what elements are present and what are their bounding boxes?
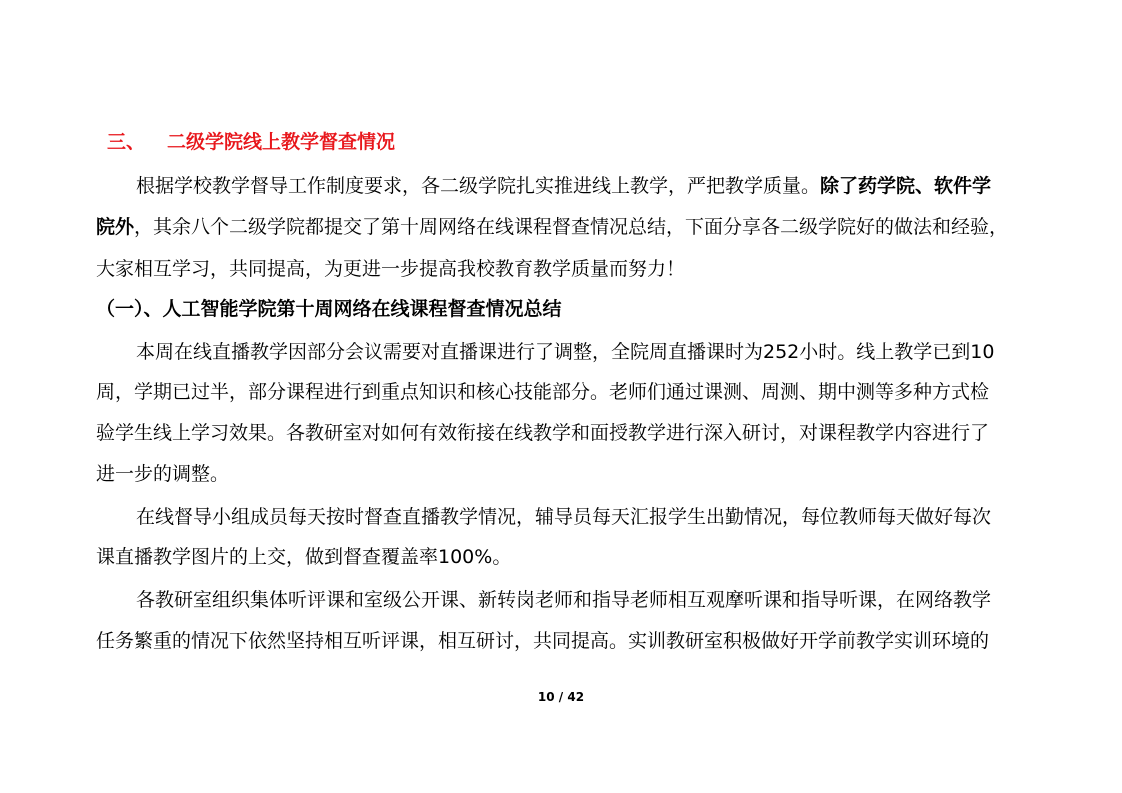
intro-line-2 bbox=[96, 214, 1008, 240]
intro-bold-text: 除了药学院、软件学 bbox=[820, 175, 992, 197]
paragraph-3-line-2 bbox=[96, 628, 989, 654]
paragraph-1-line-1 bbox=[136, 339, 994, 365]
paragraph-1-line-3 bbox=[96, 420, 989, 446]
paragraph-2-line-2 bbox=[96, 544, 511, 570]
paragraph-text: 进一步的调整。 bbox=[96, 463, 230, 485]
paragraph-text: 在线督导小组成员每天按时督查直播教学情况，辅导员每天汇报学生出勤情况，每位教师每天做好每次 bbox=[136, 506, 992, 528]
intro-text: ，其余八个二级学院都提交了第十周网络在线课程督查情况总结，下面分享各二级学院好的做法和经验， bbox=[134, 216, 1009, 238]
intro-bold-text: 院外 bbox=[96, 216, 135, 238]
subsection-title: （一）、人工智能学院第十周网络在线课程督查情况总结 bbox=[96, 298, 562, 320]
paragraph-2-line-1 bbox=[136, 504, 991, 530]
intro-line-1 bbox=[136, 173, 991, 199]
paragraph-text: 本周在线直播教学因部分会议需要对直播课进行了调整，全院周直播课时为252小时。线上教学已到10 bbox=[136, 341, 995, 363]
intro-line-3 bbox=[96, 256, 685, 282]
section-heading bbox=[107, 129, 395, 155]
paragraph-text: 周，学期已过半，部分课程进行到重点知识和核心技能部分。老师们通过课测、周测、期中测等多种方式检 bbox=[96, 381, 990, 403]
intro-text: 大家相互学习，共同提高，为更进一步提高我校教育教学质量而努力！ bbox=[96, 258, 686, 280]
paragraph-text: 各教研室组织集体听评课和室级公开课、新转岗老师和指导老师相互观摩听课和指导听课，在网络教学 bbox=[136, 589, 992, 611]
paragraph-text: 任务繁重的情况下依然坚持相互听评课，相互研讨，共同提高。实训教研室积极做好开学前教学实训环境的 bbox=[96, 630, 990, 652]
paragraph-text: 课直播教学图片的上交，做到督查覆盖率100%。 bbox=[96, 546, 512, 568]
subsection-heading bbox=[96, 296, 562, 322]
section-number: 三、 bbox=[107, 131, 146, 153]
paragraph-1-line-2 bbox=[96, 379, 989, 405]
paragraph-text: 验学生线上学习效果。各教研室对如何有效衔接在线教学和面授教学进行深入研讨，对课程教学内容进行了 bbox=[96, 422, 990, 444]
paragraph-3-line-1 bbox=[136, 587, 991, 613]
paragraph-1-line-4 bbox=[96, 461, 229, 487]
page-number: 10 / 42 bbox=[537, 690, 585, 704]
intro-text: 根据学校教学督导工作制度要求，各二级学院扎实推进线上教学，严把教学质量。 bbox=[136, 175, 821, 197]
section-title: 二级学院线上教学督查情况 bbox=[167, 131, 396, 153]
